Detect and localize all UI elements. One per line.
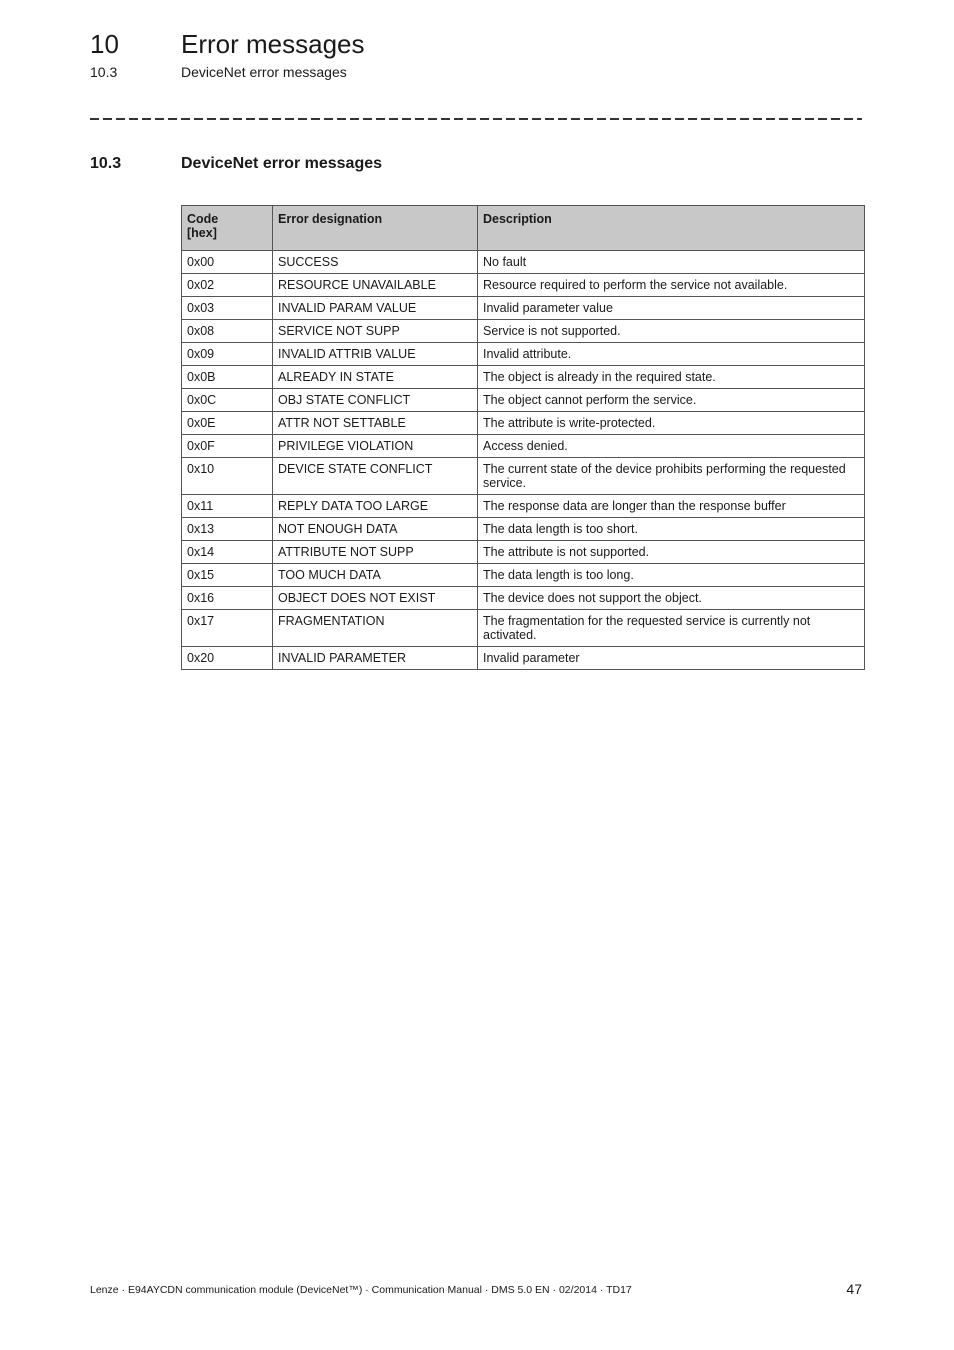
table-row	[182, 297, 865, 320]
description-cell: The data length is too short.	[478, 518, 865, 541]
code-cell: 0x09	[182, 343, 273, 366]
table-row	[182, 564, 865, 587]
code-cell: 0x0B	[182, 366, 273, 389]
description-cell: The data length is too long.	[478, 564, 865, 587]
table-row	[182, 495, 865, 518]
designation-cell: OBJ STATE CONFLICT	[273, 389, 478, 412]
section-heading: DeviceNet error messages	[181, 155, 383, 172]
table-row	[182, 389, 865, 412]
table-row	[182, 458, 865, 495]
designation-cell: SUCCESS	[273, 251, 478, 274]
code-cell: 0x14	[182, 541, 273, 564]
designation-cell: SERVICE NOT SUPP	[273, 320, 478, 343]
designation-cell: ATTRIBUTE NOT SUPP	[273, 541, 478, 564]
table-header-row	[182, 206, 865, 251]
table-row	[182, 274, 865, 297]
description-cell: No fault	[478, 251, 865, 274]
description-cell: Resource required to perform the service not available.	[478, 274, 865, 297]
header-section-title: DeviceNet error messages	[181, 64, 347, 80]
description-cell: Invalid parameter value	[478, 297, 865, 320]
description-cell: The attribute is write-protected.	[478, 412, 865, 435]
column-header-error-designation: Error designation	[273, 206, 478, 251]
description-cell: The device does not support the object.	[478, 587, 865, 610]
description-cell: Service is not supported.	[478, 320, 865, 343]
chapter-title: Error messages	[181, 29, 365, 59]
code-cell: 0x20	[182, 647, 273, 670]
description-cell: Invalid attribute.	[478, 343, 865, 366]
designation-cell: TOO MUCH DATA	[273, 564, 478, 587]
description-cell: The object is already in the required state.	[478, 366, 865, 389]
column-header-description: Description	[478, 206, 865, 251]
code-cell: 0x0C	[182, 389, 273, 412]
designation-cell: ALREADY IN STATE	[273, 366, 478, 389]
table-row	[182, 412, 865, 435]
table-row	[182, 251, 865, 274]
description-cell: The attribute is not supported.	[478, 541, 865, 564]
designation-cell: NOT ENOUGH DATA	[273, 518, 478, 541]
table-row	[182, 343, 865, 366]
code-cell: 0x0E	[182, 412, 273, 435]
code-cell: 0x03	[182, 297, 273, 320]
page-number: 47	[846, 1281, 862, 1297]
table-row	[182, 435, 865, 458]
code-cell: 0x15	[182, 564, 273, 587]
table-row	[182, 610, 865, 647]
description-cell: Access denied.	[478, 435, 865, 458]
dashed-divider	[90, 118, 862, 120]
designation-cell: INVALID PARAMETER	[273, 647, 478, 670]
code-cell: 0x02	[182, 274, 273, 297]
chapter-number: 10	[90, 29, 119, 59]
designation-cell: ATTR NOT SETTABLE	[273, 412, 478, 435]
table-row	[182, 518, 865, 541]
footer-text: Lenze · E94AYCDN communication module (DeviceNet™) · Communication Manual · DMS 5.0 EN · 02/2014 · TD17	[90, 1284, 632, 1296]
description-cell: The response data are longer than the response buffer	[478, 495, 865, 518]
designation-cell: FRAGMENTATION	[273, 610, 478, 647]
designation-cell: RESOURCE UNAVAILABLE	[273, 274, 478, 297]
code-cell: 0x10	[182, 458, 273, 495]
header-section-number: 10.3	[90, 64, 118, 80]
error-messages-table	[181, 205, 865, 670]
section-number: 10.3	[90, 155, 122, 172]
description-cell: The current state of the device prohibits performing the requested service.	[478, 458, 865, 495]
code-cell: 0x13	[182, 518, 273, 541]
designation-cell: REPLY DATA TOO LARGE	[273, 495, 478, 518]
table-row	[182, 587, 865, 610]
description-cell: Invalid parameter	[478, 647, 865, 670]
description-cell: The object cannot perform the service.	[478, 389, 865, 412]
code-cell: 0x0F	[182, 435, 273, 458]
column-header-code: Code [hex]	[182, 206, 273, 251]
code-cell: 0x11	[182, 495, 273, 518]
table-row	[182, 366, 865, 389]
description-cell: The fragmentation for the requested service is currently not activated.	[478, 610, 865, 647]
table-row	[182, 541, 865, 564]
designation-cell: PRIVILEGE VIOLATION	[273, 435, 478, 458]
designation-cell: INVALID ATTRIB VALUE	[273, 343, 478, 366]
designation-cell: INVALID PARAM VALUE	[273, 297, 478, 320]
table-row	[182, 320, 865, 343]
code-cell: 0x00	[182, 251, 273, 274]
code-cell: 0x16	[182, 587, 273, 610]
table-row	[182, 647, 865, 670]
designation-cell: DEVICE STATE CONFLICT	[273, 458, 478, 495]
code-cell: 0x17	[182, 610, 273, 647]
designation-cell: OBJECT DOES NOT EXIST	[273, 587, 478, 610]
code-cell: 0x08	[182, 320, 273, 343]
